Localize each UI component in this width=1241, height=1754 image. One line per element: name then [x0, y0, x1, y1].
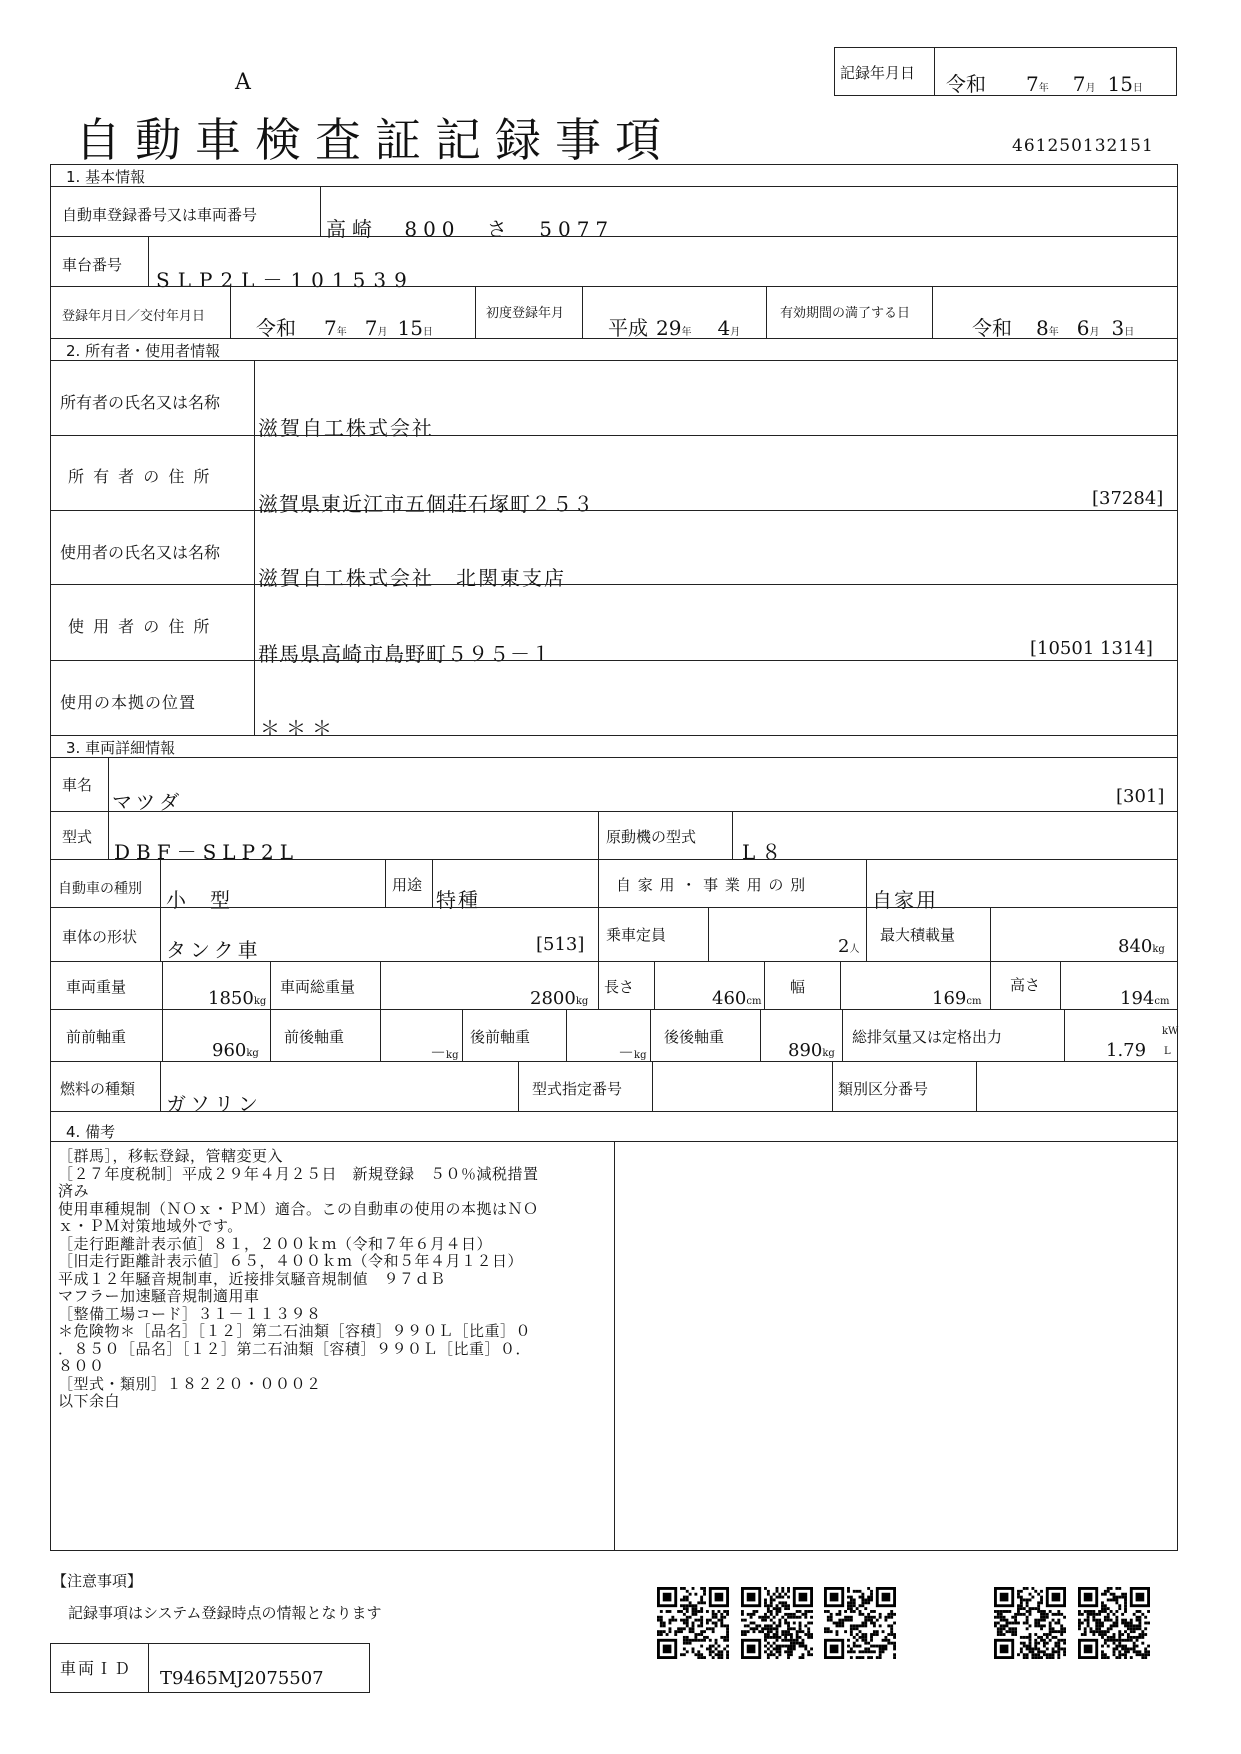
remarks-line: 以下余白: [58, 1392, 121, 1410]
width: 169cm: [932, 988, 982, 1009]
base-location: ＊＊＊: [260, 716, 338, 740]
reg-number-label: 自動車登録番号又は車両番号: [62, 206, 258, 224]
type-number-label: 型式指定番号: [532, 1080, 623, 1098]
remarks-line: ［型式・類別］１８２２０・０００２: [58, 1374, 322, 1393]
engine: L８: [742, 840, 788, 864]
owner-address-label: 所 有 者 の 住 所: [68, 467, 212, 486]
max-load-label: 最大積載量: [880, 926, 956, 944]
remarks-line: ８００: [58, 1357, 105, 1375]
qr-code: [824, 1587, 896, 1659]
front-rear-axle-label: 前後軸重: [284, 1028, 345, 1046]
reg-date: 令和 7年 7月 15日: [256, 316, 433, 340]
height-label: 高さ: [1010, 976, 1041, 994]
kind: 小 型: [166, 888, 232, 912]
vehicle-id: T9465MJ2075507: [160, 1668, 324, 1689]
remarks-line: 平成１２年騒音規制車，近接排気騒音規制値 ９７ｄＢ: [58, 1269, 446, 1288]
height: 194cm: [1120, 988, 1170, 1009]
gross-weight: 2800kg: [530, 988, 589, 1009]
owner-name-label: 所有者の氏名又は名称: [60, 393, 221, 412]
remarks-line: マフラー加速騒音規制適用車: [58, 1287, 260, 1305]
gross-weight-label: 車両総重量: [280, 978, 356, 996]
record-date-label: 記録年月日: [840, 64, 916, 82]
class-number-label: 類別区分番号: [838, 1080, 929, 1098]
displacement-unit-l: L: [1164, 1046, 1171, 1057]
owner-name: 滋賀自工株式会社: [258, 416, 434, 440]
remarks-line: ＊危険物＊［品名］［１２］第二石油類［容積］９９０Ｌ［比重］０: [58, 1322, 532, 1340]
displacement: 1.79: [1106, 1040, 1147, 1061]
remarks-line: ｘ・ＰＭ対策地域外です。: [58, 1217, 243, 1235]
engine-label: 原動機の型式: [606, 828, 697, 846]
remarks-line: ［２７年度税制］平成２９年４月２５日 新規登録 ５０％減税措置: [58, 1164, 539, 1183]
displacement-unit-kw: kW: [1162, 1026, 1179, 1037]
first-reg: 平成 29年 4月: [608, 316, 741, 340]
capacity-label: 乗車定員: [606, 926, 667, 944]
remarks-line: ［群馬］，移転登録，管轄変更入: [58, 1147, 284, 1165]
remarks-line: ［整備工場コード］３１－１１３９８: [58, 1304, 322, 1323]
kind-label: 自動車の種別: [58, 881, 142, 897]
body-label: 車体の形状: [62, 928, 138, 946]
fuel: ガソリン: [166, 1092, 262, 1116]
reg-number-value: 高崎 800 さ 5077: [326, 217, 615, 241]
qr-code: [994, 1587, 1066, 1659]
body: タンク車: [166, 938, 262, 962]
remarks-line: 済み: [58, 1182, 90, 1200]
qr-code: [741, 1587, 813, 1659]
width-label: 幅: [790, 978, 806, 996]
qr-code: [657, 1587, 729, 1659]
model-label: 型式: [62, 828, 93, 846]
user-name: 滋賀自工株式会社 北関東支店: [258, 566, 566, 590]
remarks-line: ［旧走行距離計表示値］６５，４００ｋｍ（令和５年４月１２日）: [58, 1252, 524, 1270]
expiry-date: 令和 8年 6月 3日: [972, 316, 1135, 340]
chassis-label: 車台番号: [62, 256, 123, 274]
document-title: 自動車検査証記録事項: [75, 113, 675, 167]
notes-text: 記録事項はシステム登録時点の情報となります: [68, 1604, 382, 1622]
rear-rear-axle-label: 後後軸重: [664, 1028, 725, 1046]
max-load: 840kg: [1118, 936, 1165, 957]
reg-date-label: 登録年月日／交付年月日: [62, 309, 206, 324]
remarks-text: [58, 1148, 539, 1411]
section-remarks-title: 4. 備考: [66, 1123, 116, 1141]
rear-rear-axle: 890kg: [788, 1040, 835, 1061]
fuel-label: 燃料の種類: [60, 1080, 136, 1098]
rear-front-axle: －kg: [618, 1043, 647, 1062]
model: DBF－SLP2L: [114, 840, 300, 864]
base-location-label: 使用の本拠の位置: [60, 693, 197, 712]
owner-address-code: [37284]: [1092, 488, 1164, 509]
rear-front-axle-label: 後前軸重: [470, 1028, 531, 1046]
variant-letter: A: [235, 70, 251, 95]
weight-label: 車両重量: [66, 978, 127, 996]
qr-code: [1078, 1587, 1150, 1659]
purpose: 特種: [436, 888, 480, 912]
maker-code: [301]: [1116, 786, 1165, 807]
front-front-axle-label: 前前軸重: [66, 1028, 127, 1046]
private-label: 自 家 用 ・ 事 業 用 の 別: [616, 876, 807, 894]
owner-address: 滋賀県東近江市五個荘石塚町２５３: [258, 492, 594, 516]
length: 460cm: [712, 988, 762, 1009]
length-label: 長さ: [604, 978, 635, 996]
front-front-axle: 960kg: [212, 1040, 259, 1061]
record-date: 令和 7年 7月 15日: [946, 72, 1143, 96]
notes-title: 【注意事項】: [52, 1572, 143, 1590]
chassis-value: SLP2L－101539: [156, 268, 415, 292]
front-rear-axle: －kg: [430, 1043, 459, 1062]
remarks-line: ［走行距離計表示値］８１，２００ｋｍ（令和７年６月４日）: [58, 1234, 493, 1253]
vehicle-id-label: 車両ＩＤ: [60, 1659, 133, 1678]
expiry-label: 有効期間の満了する日: [780, 306, 911, 321]
section-vehicle-title: 3. 車両詳細情報: [66, 739, 176, 757]
private: 自家用: [872, 888, 938, 912]
first-reg-label: 初度登録年月: [486, 306, 565, 321]
user-address-code: [10501 1314]: [1030, 638, 1153, 659]
purpose-label: 用途: [392, 876, 423, 894]
user-address: 群馬県高崎市島野町５９５－１: [258, 642, 552, 666]
user-name-label: 使用者の氏名又は名称: [60, 543, 221, 562]
remarks-line: 使用車種規制（ＮＯｘ・ＰＭ）適合。この自動車の使用の本拠はＮＯ: [58, 1199, 539, 1218]
section-owner-title: 2. 所有者・使用者情報: [66, 342, 221, 360]
capacity: 2人: [838, 936, 860, 957]
section-basic-title: 1. 基本情報: [66, 168, 146, 186]
document-number: 461250132151: [1012, 136, 1154, 156]
weight: 1850kg: [208, 988, 267, 1009]
maker-label: 車名: [62, 776, 93, 794]
displacement-label: 総排気量又は定格出力: [852, 1028, 1003, 1046]
body-code: [513]: [536, 934, 585, 955]
user-address-label: 使 用 者 の 住 所: [68, 617, 212, 636]
maker: マツダ: [112, 790, 184, 814]
remarks-line: ．８５０［品名］［１２］第二石油類［容積］９９０Ｌ［比重］０．: [58, 1339, 532, 1358]
